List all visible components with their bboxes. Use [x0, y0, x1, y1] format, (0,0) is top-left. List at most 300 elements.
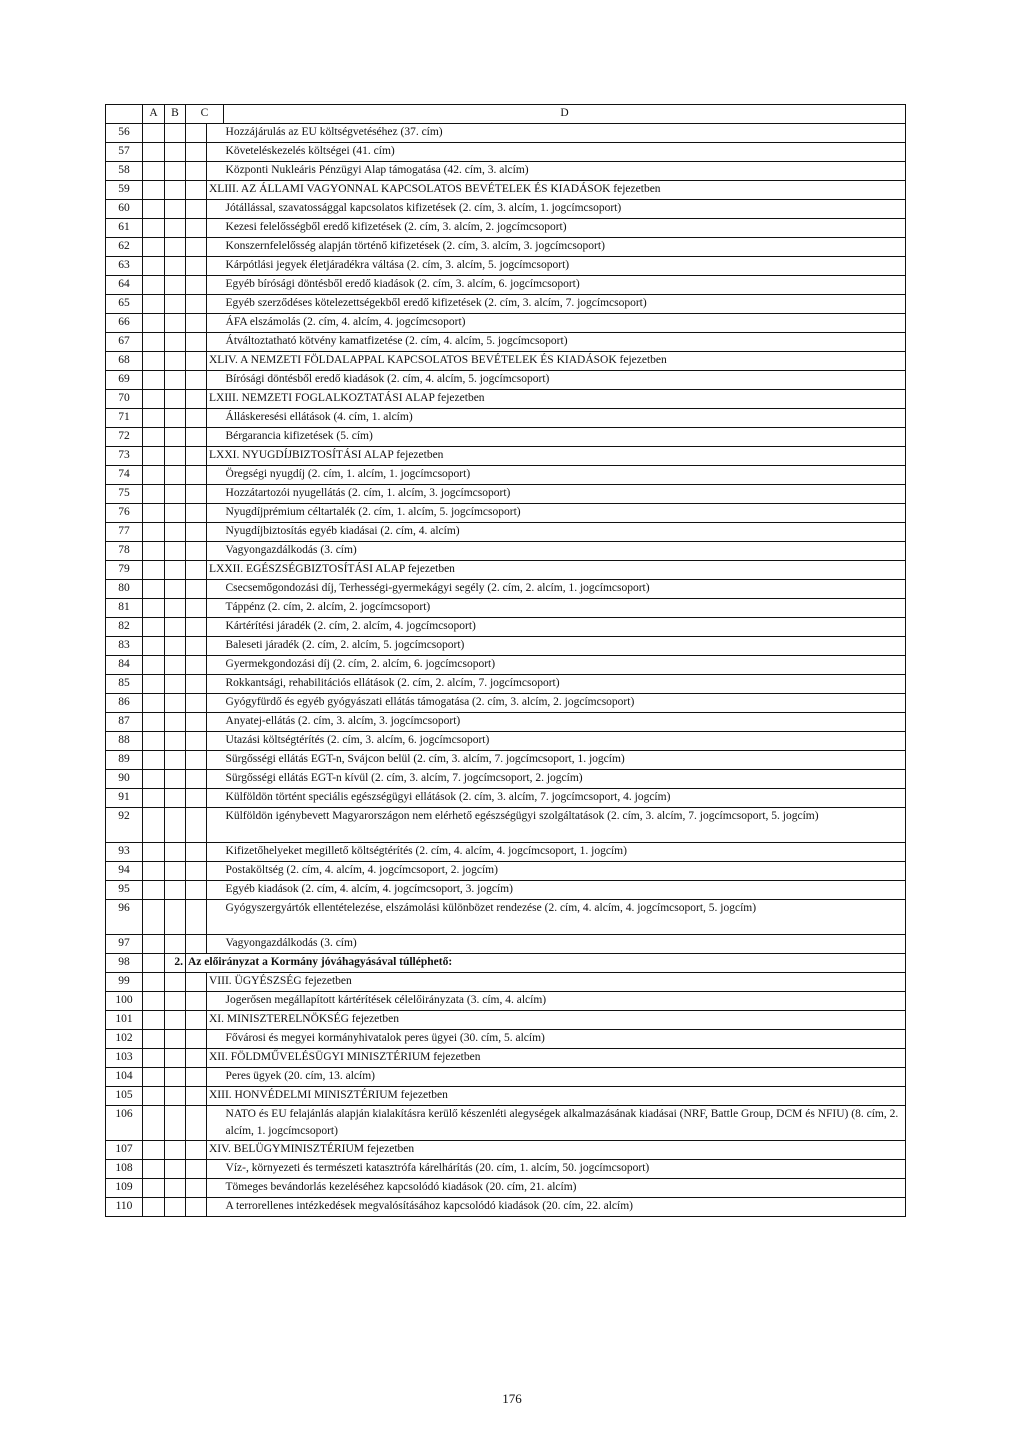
cell-c-indent [207, 162, 224, 181]
cell-c-indent [207, 428, 224, 447]
row-number: 78 [106, 542, 143, 561]
cell-c-indent [207, 992, 224, 1011]
cell-a [143, 257, 165, 276]
table-row [106, 770, 906, 789]
cell-c [186, 238, 207, 257]
table-row [106, 504, 906, 523]
row-number: 98 [106, 954, 143, 973]
cell-c-indent [207, 789, 224, 808]
table-row [106, 124, 906, 143]
cell-d: Kifizetőhelyeket megillető költségtérítés (2. cím, 4. alcím, 4. jogcímcsoport, 1. jogcím) [224, 843, 906, 862]
cell-c [186, 523, 207, 542]
cell-d: Baleseti járadék (2. cím, 2. alcím, 5. jogcímcsoport) [224, 637, 906, 656]
cell-d: VIII. ÜGYÉSZSÉG fejezetben [207, 973, 906, 992]
cell-a [143, 561, 165, 580]
cell-c [186, 219, 207, 238]
cell-d: Egyéb bírósági döntésből eredő kiadások (2. cím, 3. alcím, 6. jogcímcsoport) [224, 276, 906, 295]
cell-b [165, 219, 186, 238]
cell-d: Postaköltség (2. cím, 4. alcím, 4. jogcímcsoport, 2. jogcím) [224, 862, 906, 881]
cell-a [143, 314, 165, 333]
cell-b [165, 881, 186, 900]
row-number: 102 [106, 1030, 143, 1049]
cell-c-indent [207, 504, 224, 523]
cell-c-indent [207, 124, 224, 143]
table-row [106, 637, 906, 656]
cell-d: Gyógyfürdő és egyéb gyógyászati ellátás támogatása (2. cím, 3. alcím, 2. jogcímcsoport) [224, 694, 906, 713]
table-row [106, 881, 906, 900]
table-row [106, 1068, 906, 1087]
table-row [106, 181, 906, 200]
cell-c-indent [207, 843, 224, 862]
cell-b [165, 542, 186, 561]
table-row [106, 599, 906, 618]
page-number: 176 [502, 1391, 522, 1406]
cell-c [186, 1049, 207, 1068]
cell-c-indent [207, 751, 224, 770]
table-row [106, 1198, 906, 1217]
cell-b [165, 162, 186, 181]
table-row [106, 200, 906, 219]
cell-d: Tömeges bevándorlás kezeléséhez kapcsolódó kiadások (20. cím, 21. alcím) [224, 1179, 906, 1198]
cell-c [186, 352, 207, 371]
row-number: 90 [106, 770, 143, 789]
table-row [106, 485, 906, 504]
table-row [106, 732, 906, 751]
cell-c-indent [207, 409, 224, 428]
cell-c [186, 371, 207, 390]
row-number: 75 [106, 485, 143, 504]
cell-c [186, 1087, 207, 1106]
row-number: 58 [106, 162, 143, 181]
cell-b [165, 371, 186, 390]
cell-c-indent [207, 485, 224, 504]
cell-c [186, 675, 207, 694]
table-row [106, 618, 906, 637]
cell-c [186, 409, 207, 428]
cell-b [165, 808, 186, 843]
cell-d: LXIII. NEMZETI FOGLALKOZTATÁSI ALAP fejezetben [207, 390, 906, 409]
cell-b [165, 862, 186, 881]
cell-c [186, 333, 207, 352]
cell-b [165, 713, 186, 732]
cell-d: Álláskeresési ellátások (4. cím, 1. alcím) [224, 409, 906, 428]
cell-a [143, 1011, 165, 1030]
row-number: 110 [106, 1198, 143, 1217]
cell-c-indent [207, 808, 224, 843]
cell-c [186, 618, 207, 637]
cell-b [165, 1141, 186, 1160]
cell-a [143, 238, 165, 257]
cell-d: XII. FÖLDMŰVELÉSÜGYI MINISZTÉRIUM fejezetben [207, 1049, 906, 1068]
row-number: 87 [106, 713, 143, 732]
row-number: 67 [106, 333, 143, 352]
cell-a [143, 1160, 165, 1179]
row-number: 95 [106, 881, 143, 900]
cell-c-indent [207, 900, 224, 935]
cell-d: Fővárosi és megyei kormányhivatalok peres ügyei (30. cím, 5. alcím) [224, 1030, 906, 1049]
cell-c [186, 504, 207, 523]
cell-c [186, 276, 207, 295]
row-number: 83 [106, 637, 143, 656]
cell-c [186, 637, 207, 656]
cell-d: XIV. BELÜGYMINISZTÉRIUM fejezetben [207, 1141, 906, 1160]
cell-d: Egyéb kiadások (2. cím, 4. alcím, 4. jogcímcsoport, 3. jogcím) [224, 881, 906, 900]
table-row [106, 992, 906, 1011]
cell-d: NATO és EU felajánlás alapján kialakításra kerülő készenléti alegységek alkalmazásának kiadásai (NRF, Battle Group, DCM és NFIU) (8. cím, 2. alcím, 1. jogcímcsoport) [224, 1106, 906, 1141]
table-row [106, 295, 906, 314]
table-row [106, 314, 906, 333]
cell-c [186, 485, 207, 504]
cell-d: Táppénz (2. cím, 2. alcím, 2. jogcímcsoport) [224, 599, 906, 618]
cell-c-indent [207, 1106, 224, 1141]
header-row-number [106, 105, 143, 124]
row-number: 101 [106, 1011, 143, 1030]
cell-c [186, 789, 207, 808]
cell-c [186, 314, 207, 333]
cell-c [186, 808, 207, 843]
row-number: 80 [106, 580, 143, 599]
cell-a [143, 1087, 165, 1106]
cell-c-indent [207, 523, 224, 542]
cell-c [186, 751, 207, 770]
row-number: 76 [106, 504, 143, 523]
cell-b [165, 352, 186, 371]
row-number: 96 [106, 900, 143, 935]
cell-c [186, 935, 207, 954]
cell-c-indent [207, 257, 224, 276]
cell-b [165, 1160, 186, 1179]
cell-d: Nyugdíjprémium céltartalék (2. cím, 1. alcím, 5. jogcímcsoport) [224, 504, 906, 523]
row-number: 93 [106, 843, 143, 862]
cell-a [143, 1179, 165, 1198]
cell-c-indent [207, 862, 224, 881]
cell-c-indent [207, 599, 224, 618]
cell-c-indent [207, 314, 224, 333]
cell-a [143, 143, 165, 162]
header-col-d: D [224, 105, 906, 124]
cell-d: Csecsemőgondozási díj, Terhességi-gyermekágyi segély (2. cím, 2. alcím, 1. jogcímcsoport) [224, 580, 906, 599]
cell-a [143, 973, 165, 992]
cell-b [165, 751, 186, 770]
table-row [106, 1030, 906, 1049]
row-number: 77 [106, 523, 143, 542]
table-body [106, 124, 906, 1217]
row-number: 70 [106, 390, 143, 409]
table-row [106, 276, 906, 295]
table-row [106, 954, 906, 973]
cell-c-indent [207, 200, 224, 219]
cell-d: Külföldön igénybevett Magyarországon nem elérhető egészségügyi szolgáltatások (2. cím, 3. alcím, 7. jogcímcsoport, 5. jogcím) [224, 808, 906, 843]
row-number: 79 [106, 561, 143, 580]
cell-d: Kezesi felelősségből eredő kifizetések (2. cím, 3. alcím, 2. jogcímcsoport) [224, 219, 906, 238]
cell-d: Jogerősen megállapított kártérítések célelőirányzata (3. cím, 4. alcím) [224, 992, 906, 1011]
cell-d: Rokkantsági, rehabilitációs ellátások (2. cím, 2. alcím, 7. jogcímcsoport) [224, 675, 906, 694]
table-row [106, 447, 906, 466]
cell-c-indent [207, 333, 224, 352]
cell-b [165, 618, 186, 637]
cell-d: Öregségi nyugdíj (2. cím, 1. alcím, 1. jogcímcsoport) [224, 466, 906, 485]
cell-c [186, 1198, 207, 1217]
cell-c-indent [207, 1198, 224, 1217]
cell-a [143, 862, 165, 881]
cell-a [143, 1106, 165, 1141]
cell-a [143, 656, 165, 675]
cell-b [165, 409, 186, 428]
cell-d: Hozzátartozói nyugellátás (2. cím, 1. alcím, 3. jogcímcsoport) [224, 485, 906, 504]
cell-c [186, 466, 207, 485]
cell-d: Átváltoztatható kötvény kamatfizetése (2. cím, 4. alcím, 5. jogcímcsoport) [224, 333, 906, 352]
cell-c-indent [207, 770, 224, 789]
cell-a [143, 637, 165, 656]
cell-c [186, 900, 207, 935]
cell-c [186, 580, 207, 599]
cell-a [143, 542, 165, 561]
cell-d: Peres ügyek (20. cím, 13. alcím) [224, 1068, 906, 1087]
cell-b [165, 561, 186, 580]
row-number: 104 [106, 1068, 143, 1087]
cell-c [186, 1068, 207, 1087]
cell-d: Sürgősségi ellátás EGT-n kívül (2. cím, 3. alcím, 7. jogcímcsoport, 2. jogcím) [224, 770, 906, 789]
cell-a [143, 466, 165, 485]
cell-d: XLIV. A NEMZETI FÖLDALAPPAL KAPCSOLATOS BEVÉTELEK ÉS KIADÁSOK fejezetben [207, 352, 906, 371]
header-row [106, 105, 906, 124]
cell-b [165, 1106, 186, 1141]
cell-b [165, 1068, 186, 1087]
table-row [106, 580, 906, 599]
row-number: 97 [106, 935, 143, 954]
cell-d: A terrorellenes intézkedések megvalósításához kapcsolódó kiadások (20. cím, 22. alcím) [224, 1198, 906, 1217]
row-number: 82 [106, 618, 143, 637]
table-row [106, 675, 906, 694]
cell-b [165, 238, 186, 257]
cell-d: Központi Nukleáris Pénzügyi Alap támogatása (42. cím, 3. alcím) [224, 162, 906, 181]
cell-b [165, 789, 186, 808]
cell-a [143, 1198, 165, 1217]
cell-b [165, 637, 186, 656]
row-number: 68 [106, 352, 143, 371]
cell-d: XIII. HONVÉDELMI MINISZTÉRIUM fejezetben [207, 1087, 906, 1106]
cell-a [143, 1049, 165, 1068]
cell-c [186, 1030, 207, 1049]
cell-a [143, 371, 165, 390]
row-number: 57 [106, 143, 143, 162]
cell-c [186, 713, 207, 732]
cell-c-indent [207, 295, 224, 314]
cell-b [165, 295, 186, 314]
row-number: 92 [106, 808, 143, 843]
cell-c [186, 843, 207, 862]
cell-a [143, 1141, 165, 1160]
cell-d: Kártérítési járadék (2. cím, 2. alcím, 4. jogcímcsoport) [224, 618, 906, 637]
cell-b [165, 485, 186, 504]
cell-d: Sürgősségi ellátás EGT-n, Svájcon belül (2. cím, 3. alcím, 7. jogcímcsoport, 1. jogcím) [224, 751, 906, 770]
cell-b [165, 390, 186, 409]
cell-c [186, 1106, 207, 1141]
cell-b [165, 992, 186, 1011]
row-number: 89 [106, 751, 143, 770]
cell-b [165, 181, 186, 200]
cell-b [165, 200, 186, 219]
cell-c [186, 1011, 207, 1030]
row-number: 60 [106, 200, 143, 219]
cell-a [143, 675, 165, 694]
cell-a [143, 732, 165, 751]
cell-a [143, 751, 165, 770]
row-number: 94 [106, 862, 143, 881]
cell-a [143, 881, 165, 900]
header-col-b: B [165, 105, 186, 124]
cell-a [143, 935, 165, 954]
cell-a [143, 162, 165, 181]
table-row [106, 1179, 906, 1198]
table-row [106, 1141, 906, 1160]
row-number: 59 [106, 181, 143, 200]
table-row [106, 694, 906, 713]
table-row [106, 219, 906, 238]
table-row [106, 1011, 906, 1030]
cell-c [186, 257, 207, 276]
cell-c [186, 181, 207, 200]
cell-d: Anyatej-ellátás (2. cím, 3. alcím, 3. jogcímcsoport) [224, 713, 906, 732]
cell-c-indent [207, 143, 224, 162]
row-number: 109 [106, 1179, 143, 1198]
cell-a [143, 618, 165, 637]
row-number: 72 [106, 428, 143, 447]
cell-c-indent [207, 713, 224, 732]
cell-c [186, 992, 207, 1011]
cell-c-indent [207, 881, 224, 900]
table-row [106, 1087, 906, 1106]
cell-a [143, 900, 165, 935]
cell-c-indent [207, 618, 224, 637]
cell-a [143, 694, 165, 713]
row-number: 69 [106, 371, 143, 390]
cell-d: XLIII. AZ ÁLLAMI VAGYONNAL KAPCSOLATOS BEVÉTELEK ÉS KIADÁSOK fejezetben [207, 181, 906, 200]
cell-b [165, 143, 186, 162]
table-row [106, 352, 906, 371]
cell-a [143, 200, 165, 219]
row-number: 81 [106, 599, 143, 618]
cell-c-indent [207, 1030, 224, 1049]
cell-b [165, 1030, 186, 1049]
cell-b [165, 447, 186, 466]
cell-c-indent [207, 542, 224, 561]
cell-b [165, 1087, 186, 1106]
cell-a [143, 390, 165, 409]
cell-d: Bírósági döntésből eredő kiadások (2. cím, 4. alcím, 5. jogcímcsoport) [224, 371, 906, 390]
cell-c-indent [207, 732, 224, 751]
row-number: 71 [106, 409, 143, 428]
cell-a [143, 992, 165, 1011]
cell-d: Egyéb szerződéses kötelezettségekből eredő kifizetések (2. cím, 3. alcím, 7. jogcímcsoport) [224, 295, 906, 314]
table-row [106, 900, 906, 935]
cell-c [186, 1141, 207, 1160]
cell-b [165, 599, 186, 618]
row-number: 64 [106, 276, 143, 295]
cell-d: Hozzájárulás az EU költségvetéséhez (37. cím) [224, 124, 906, 143]
header-col-c: C [186, 105, 224, 124]
cell-d: XI. MINISZTERELNÖKSÉG fejezetben [207, 1011, 906, 1030]
row-number: 62 [106, 238, 143, 257]
cell-b [165, 770, 186, 789]
cell-d: Konszernfelelősség alapján történő kifizetések (2. cím, 3. alcím, 3. jogcímcsoport) [224, 238, 906, 257]
cell-b [165, 656, 186, 675]
cell-a [143, 523, 165, 542]
cell-a [143, 954, 165, 973]
row-number: 65 [106, 295, 143, 314]
row-number: 66 [106, 314, 143, 333]
row-number: 99 [106, 973, 143, 992]
cell-b [165, 675, 186, 694]
cell-b [165, 466, 186, 485]
cell-a [143, 409, 165, 428]
table-row [106, 973, 906, 992]
cell-b [165, 504, 186, 523]
table-row [106, 843, 906, 862]
table-row [106, 1160, 906, 1179]
cell-b [165, 1179, 186, 1198]
cell-c-indent [207, 219, 224, 238]
cell-b [165, 935, 186, 954]
cell-d: Nyugdíjbiztosítás egyéb kiadásai (2. cím, 4. alcím) [224, 523, 906, 542]
table-row [106, 862, 906, 881]
cell-a [143, 428, 165, 447]
cell-d: Külföldön történt speciális egészségügyi ellátások (2. cím, 3. alcím, 7. jogcímcsoport, 4. jogcím) [224, 789, 906, 808]
cell-d: LXXII. EGÉSZSÉGBIZTOSÍTÁSI ALAP fejezetben [207, 561, 906, 580]
cell-a [143, 504, 165, 523]
cell-a [143, 580, 165, 599]
cell-c-indent [207, 694, 224, 713]
cell-c [186, 295, 207, 314]
table-row [106, 1106, 906, 1141]
cell-d: Vagyongazdálkodás (3. cím) [224, 542, 906, 561]
cell-a [143, 843, 165, 862]
cell-b [165, 580, 186, 599]
cell-c-indent [207, 371, 224, 390]
cell-c-indent [207, 656, 224, 675]
table-row [106, 523, 906, 542]
cell-b [165, 900, 186, 935]
cell-c [186, 542, 207, 561]
cell-b: 2. [165, 954, 186, 973]
row-number: 84 [106, 656, 143, 675]
cell-c [186, 162, 207, 181]
cell-a [143, 789, 165, 808]
cell-b [165, 694, 186, 713]
row-number: 86 [106, 694, 143, 713]
row-number: 100 [106, 992, 143, 1011]
cell-a [143, 124, 165, 143]
cell-a [143, 181, 165, 200]
cell-d: Gyermekgondozási díj (2. cím, 2. alcím, 6. jogcímcsoport) [224, 656, 906, 675]
table-row [106, 542, 906, 561]
table-row [106, 466, 906, 485]
row-number: 107 [106, 1141, 143, 1160]
cell-c [186, 1160, 207, 1179]
table-row [106, 162, 906, 181]
table-row [106, 257, 906, 276]
cell-c [186, 200, 207, 219]
cell-b [165, 973, 186, 992]
cell-c-indent [207, 637, 224, 656]
cell-c [186, 656, 207, 675]
cell-d: Jótállással, szavatossággal kapcsolatos kifizetések (2. cím, 3. alcím, 1. jogcímcsoport) [224, 200, 906, 219]
cell-c [186, 124, 207, 143]
table-row [106, 238, 906, 257]
cell-a [143, 295, 165, 314]
cell-b [165, 732, 186, 751]
table-row [106, 143, 906, 162]
